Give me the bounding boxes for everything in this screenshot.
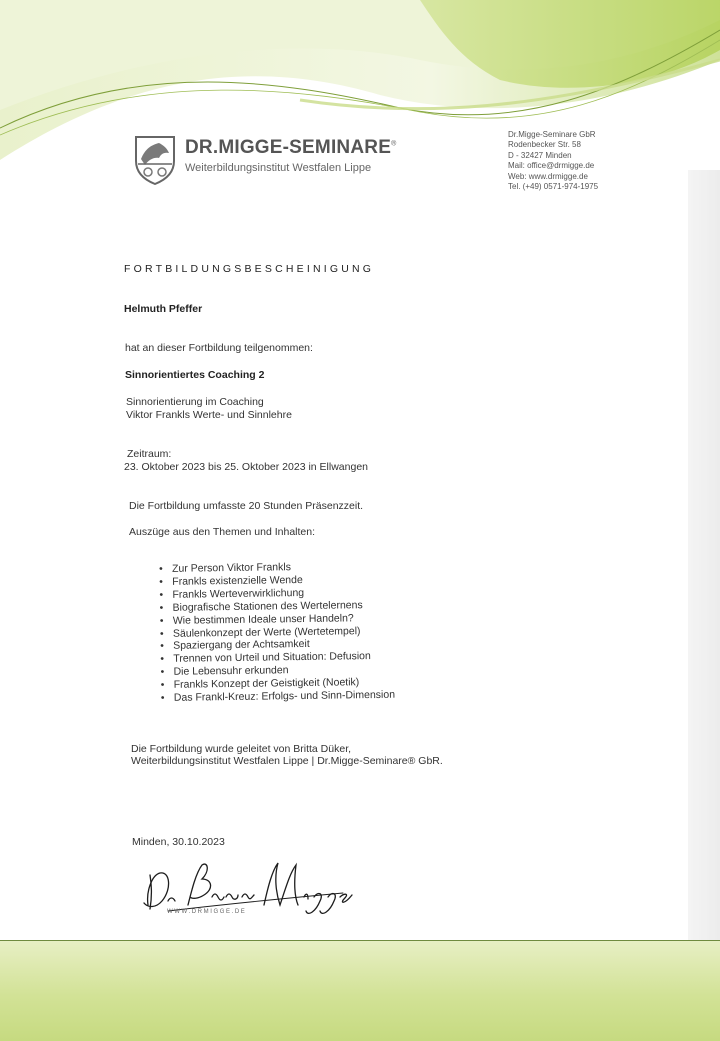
page-right-shadow: [688, 170, 720, 940]
address-phone: Tel. (+49) 0571-974-1975: [508, 182, 599, 192]
leader-statement-line: Die Fortbildung wurde geleitet von Britta Düker,: [131, 743, 352, 755]
signature-url: WWW.DRMIGGE.DE: [167, 909, 247, 915]
topics-intro: Auszüge aus den Themen und Inhalten:: [129, 526, 316, 538]
period-value: 23. Oktober 2023 bis 25. Oktober 2023 in Ellwangen: [124, 461, 368, 473]
list-item: • Säulenkonzept der Werte (Wertetempel): [159, 624, 361, 640]
list-item: • Die Lebensuhr erkunden: [160, 664, 289, 679]
list-item: • Zur Person Viktor Frankls: [159, 561, 291, 575]
list-item: • Biografische Stationen des Wertelernens: [159, 598, 363, 614]
address-web: Web: www.drmigge.de: [508, 171, 588, 181]
address-email: Mail: office@drmigge.de: [508, 161, 595, 171]
list-item: • Frankls Konzept der Geistigkeit (Noetik): [160, 676, 360, 692]
participation-statement: hat an dieser Fortbildung teilgenommen:: [125, 342, 313, 354]
logo-title: DR.MIGGE-SEMINARE®: [185, 137, 397, 158]
leader-statement-line: Weiterbildungsinstitut Westfalen Lippe | Dr.Migge-Seminare® GbR.: [131, 755, 443, 767]
coat-of-arms-horse-icon: [133, 135, 177, 185]
address-line: D - 32427 Minden: [508, 150, 572, 160]
course-title: Sinnorientiertes Coaching 2: [125, 369, 265, 381]
course-subtitle-line: Sinnorientierung im Coaching: [126, 396, 264, 408]
participant-name: Helmuth Pfeffer: [124, 303, 203, 315]
footer-green-band: [0, 940, 720, 1041]
logo-subtitle: Weiterbildungsinstitut Westfalen Lippe: [185, 162, 372, 174]
address-line: Rodenbecker Str. 58: [508, 140, 581, 150]
hours-statement: Die Fortbildung umfasste 20 Stunden Präsenzzeit.: [129, 500, 364, 512]
signature-text: Dr. Björn Migge: [138, 853, 145, 854]
topics-list: [159, 560, 395, 705]
period-label: Zeitraum:: [127, 448, 172, 460]
list-item: • Spaziergang der Achtsamkeit: [160, 638, 310, 653]
document-title: FORTBILDUNGSBESCHEINIGUNG: [124, 263, 375, 275]
list-item: • Trennen von Urteil und Situation: Defusion: [160, 650, 371, 666]
list-item: • Wie bestimmen Ideale unser Handeln?: [159, 611, 354, 627]
list-item: • Frankls existenzielle Wende: [159, 573, 303, 588]
company-address: [508, 130, 598, 192]
list-item: • Frankls Werteverwirklichung: [159, 586, 305, 601]
address-line: Dr.Migge-Seminare GbR: [508, 130, 596, 139]
company-logo: [133, 133, 397, 188]
trademark-symbol: ®: [391, 140, 397, 148]
course-subtitle-line: Viktor Frankls Werte- und Sinnlehre: [126, 409, 292, 421]
place-date: Minden, 30.10.2023: [132, 836, 225, 848]
list-item: • Das Frankl-Kreuz: Erfolgs- und Sinn-Dimension: [160, 688, 396, 705]
